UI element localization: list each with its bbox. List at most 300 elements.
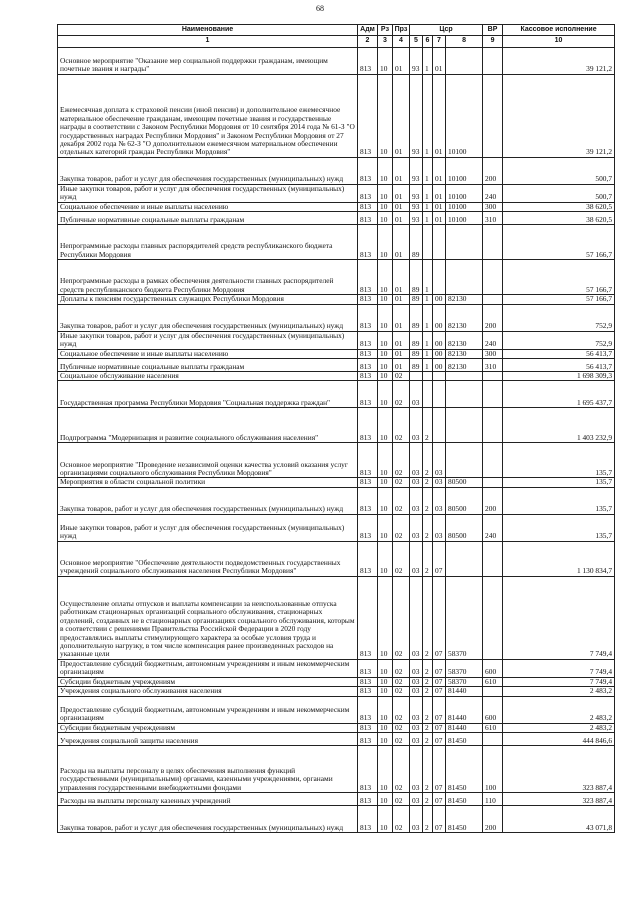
row-vr [483, 225, 503, 260]
row-rz: 10 [378, 733, 393, 746]
table-row [58, 295, 615, 304]
row-csr-event: 00 [433, 331, 446, 349]
row-csr-program: 93 [410, 212, 423, 225]
row-vr: 200 [483, 806, 503, 833]
table-row [58, 260, 615, 295]
row-prz: 02 [393, 487, 410, 514]
row-rz: 10 [378, 349, 393, 358]
table-row [58, 659, 615, 677]
row-prz: 02 [393, 659, 410, 677]
row-prz: 02 [393, 677, 410, 686]
column-number: 5 [410, 36, 423, 47]
row-rz: 10 [378, 793, 393, 806]
row-csr-event: 01 [433, 74, 446, 157]
row-vr: 310 [483, 212, 503, 225]
row-csr-program: 89 [410, 260, 423, 295]
row-name: Расходы на выплаты персоналу казенных учреждений [58, 793, 358, 806]
row-csr-event: 07 [433, 696, 446, 723]
row-amount: 1 698 309,3 [503, 372, 615, 381]
row-name: Публичные нормативные социальные выплаты гражданам [58, 359, 358, 372]
row-rz: 10 [378, 372, 393, 381]
row-name: Субсидии бюджетным учреждениям [58, 677, 358, 686]
row-csr-subprogram: 2 [423, 696, 433, 723]
column-number: 2 [358, 36, 378, 47]
row-csr-direction: 10100 [446, 212, 483, 225]
row-name: Мероприятия в области социальной политики [58, 478, 358, 487]
row-vr [483, 295, 503, 304]
row-rz: 10 [378, 331, 393, 349]
row-name: Основное мероприятие "Обеспечение деятельности подведомственных государственных учреждений социального обслуживания населения Республики Мордовия" [58, 541, 358, 576]
row-vr [483, 74, 503, 157]
row-amount: 57 166,7 [503, 295, 615, 304]
table-row [58, 225, 615, 260]
row-name: Предоставление субсидий бюджетным, автономным учреждениям и иным некоммерческим организациям [58, 659, 358, 677]
row-csr-program: 89 [410, 225, 423, 260]
row-prz: 01 [393, 304, 410, 331]
row-amount: 57 166,7 [503, 260, 615, 295]
row-vr: 200 [483, 487, 503, 514]
row-csr-event: 03 [433, 487, 446, 514]
table-row [58, 733, 615, 746]
row-vr [483, 687, 503, 696]
row-rz: 10 [378, 659, 393, 677]
row-csr-program: 03 [410, 443, 423, 478]
table-row [58, 443, 615, 478]
row-amount: 39 121,2 [503, 74, 615, 157]
row-prz: 02 [393, 541, 410, 576]
row-vr: 310 [483, 359, 503, 372]
row-name: Закупка товаров, работ и услуг для обеспечения государственных (муниципальных) нужд [58, 487, 358, 514]
row-csr-program: 03 [410, 478, 423, 487]
row-vr [483, 381, 503, 408]
row-prz: 01 [393, 212, 410, 225]
row-csr-direction: 80500 [446, 478, 483, 487]
row-prz: 01 [393, 331, 410, 349]
row-name: Социальное обслуживание населения [58, 372, 358, 381]
row-csr-subprogram: 2 [423, 541, 433, 576]
row-csr-subprogram: 2 [423, 408, 433, 443]
row-name: Основное мероприятие "Оказание мер социальной поддержки гражданам, имеющим почетные звания и награды" [58, 47, 358, 74]
row-csr-direction [446, 225, 483, 260]
row-name: Расходы на выплаты персоналу в целях обеспечения выполнения функций государственными (муниципальными) органами, казенными учреждениями, органами управления государственными внебюджетными фондами [58, 746, 358, 793]
row-adm: 813 [358, 443, 378, 478]
row-adm: 813 [358, 806, 378, 833]
row-csr-program: 03 [410, 381, 423, 408]
row-csr-program: 03 [410, 793, 423, 806]
column-number: 1 [58, 36, 358, 47]
row-name: Ежемесячная доплата к страховой пенсии (иной пенсии) и дополнительное ежемесячное материальное обеспечение гражданам, имеющим почетные звания и государственные награды в соответствии с Законом Республики Мордовия от 10 сентября 2014 года № 61-З "О государственных наградах Республики Мордовия" и Законом Республики Мордовия от 27 декабря 2002 года № 62-З "О дополнительном ежемесячном материальном обеспечении отдельных категорий граждан Республики Мордовия" [58, 74, 358, 157]
row-vr: 610 [483, 677, 503, 686]
row-csr-direction: 81440 [446, 696, 483, 723]
row-rz: 10 [378, 260, 393, 295]
header-adm: Адм [358, 25, 378, 36]
row-adm: 813 [358, 793, 378, 806]
row-csr-event: 00 [433, 349, 446, 358]
row-prz: 02 [393, 687, 410, 696]
row-adm: 813 [358, 677, 378, 686]
row-csr-program [410, 372, 423, 381]
row-csr-event: 07 [433, 677, 446, 686]
row-rz: 10 [378, 576, 393, 659]
header-row [58, 25, 615, 36]
row-csr-subprogram: 1 [423, 260, 433, 295]
row-csr-event: 03 [433, 478, 446, 487]
row-csr-direction [446, 408, 483, 443]
row-prz: 02 [393, 696, 410, 723]
row-csr-direction [446, 541, 483, 576]
row-rz: 10 [378, 443, 393, 478]
header-rz: Рз [378, 25, 393, 36]
column-number: 4 [393, 36, 410, 47]
row-csr-direction: 58370 [446, 659, 483, 677]
row-rz: 10 [378, 184, 393, 202]
row-rz: 10 [378, 687, 393, 696]
table-row [58, 687, 615, 696]
table-row [58, 349, 615, 358]
row-prz: 02 [393, 478, 410, 487]
row-prz: 02 [393, 381, 410, 408]
table-row [58, 331, 615, 349]
header-amount: Кассовое исполнение [503, 25, 615, 36]
row-rz: 10 [378, 47, 393, 74]
table-row [58, 157, 615, 184]
row-adm: 813 [358, 359, 378, 372]
row-rz: 10 [378, 806, 393, 833]
row-vr: 300 [483, 349, 503, 358]
table-row [58, 372, 615, 381]
row-csr-event: 00 [433, 295, 446, 304]
row-csr-event [433, 225, 446, 260]
row-csr-direction: 58370 [446, 576, 483, 659]
row-adm: 813 [358, 349, 378, 358]
row-csr-subprogram: 2 [423, 687, 433, 696]
row-amount: 39 121,2 [503, 47, 615, 74]
row-adm: 813 [358, 295, 378, 304]
row-rz: 10 [378, 295, 393, 304]
table-row [58, 806, 615, 833]
row-vr: 100 [483, 746, 503, 793]
row-adm: 813 [358, 723, 378, 732]
row-prz: 02 [393, 443, 410, 478]
row-rz: 10 [378, 202, 393, 211]
table-row [58, 74, 615, 157]
row-adm: 813 [358, 478, 378, 487]
row-csr-program: 93 [410, 184, 423, 202]
row-csr-event: 00 [433, 359, 446, 372]
row-vr [483, 260, 503, 295]
row-amount: 444 846,6 [503, 733, 615, 746]
row-amount: 323 887,4 [503, 746, 615, 793]
row-vr: 240 [483, 331, 503, 349]
row-csr-direction: 80500 [446, 487, 483, 514]
table-row [58, 746, 615, 793]
row-adm: 813 [358, 47, 378, 74]
row-csr-program: 03 [410, 733, 423, 746]
row-csr-program: 89 [410, 295, 423, 304]
row-csr-program: 03 [410, 677, 423, 686]
table-row [58, 359, 615, 372]
row-amount: 57 166,7 [503, 225, 615, 260]
row-name: Учреждения социального обслуживания населения [58, 687, 358, 696]
row-csr-event: 07 [433, 793, 446, 806]
row-vr [483, 576, 503, 659]
row-vr: 240 [483, 184, 503, 202]
row-csr-program: 93 [410, 74, 423, 157]
row-csr-event: 07 [433, 723, 446, 732]
row-name: Публичные нормативные социальные выплаты гражданам [58, 212, 358, 225]
row-amount: 752,9 [503, 331, 615, 349]
row-csr-direction [446, 260, 483, 295]
row-vr: 200 [483, 304, 503, 331]
row-csr-event: 07 [433, 576, 446, 659]
row-amount: 500,7 [503, 157, 615, 184]
row-csr-direction: 82130 [446, 331, 483, 349]
row-rz: 10 [378, 212, 393, 225]
row-name: Учреждения социальной защиты населения [58, 733, 358, 746]
row-csr-program: 89 [410, 359, 423, 372]
row-vr: 240 [483, 514, 503, 541]
row-rz: 10 [378, 514, 393, 541]
row-csr-program: 89 [410, 331, 423, 349]
row-rz: 10 [378, 408, 393, 443]
row-amount: 2 483,2 [503, 687, 615, 696]
row-amount: 2 483,2 [503, 723, 615, 732]
row-name: Непрограммные расходы главных распорядителей средств республиканского бюджета Республики Мордовия [58, 225, 358, 260]
row-rz: 10 [378, 157, 393, 184]
row-csr-direction [446, 47, 483, 74]
row-prz: 02 [393, 806, 410, 833]
row-vr: 110 [483, 793, 503, 806]
row-name: Закупка товаров, работ и услуг для обеспечения государственных (муниципальных) нужд [58, 157, 358, 184]
row-csr-program: 89 [410, 304, 423, 331]
row-name: Осуществление оплаты отпусков и выплаты компенсации за неиспользованные отпуска работникам стационарных организаций социального обслуживания, стационарных отделений, созданных не в стационарных организациях социального обслуживания, которым в соответствии с решениями Правительства Российской Федерации в 2020 году предоставлялись выплаты стимулирующего характера за особые условия труда и дополнительную нагрузку, в том числе компенсация ранее произведенных расходов на указанные цели [58, 576, 358, 659]
row-name: Государственная программа Республики Мордовия "Социальная поддержка граждан" [58, 381, 358, 408]
row-adm: 813 [358, 659, 378, 677]
row-csr-direction: 10100 [446, 74, 483, 157]
row-csr-event: 07 [433, 687, 446, 696]
row-prz: 01 [393, 184, 410, 202]
row-amount: 135,7 [503, 443, 615, 478]
row-csr-program: 93 [410, 47, 423, 74]
row-vr: 300 [483, 202, 503, 211]
row-csr-subprogram: 2 [423, 733, 433, 746]
row-prz: 01 [393, 295, 410, 304]
row-csr-subprogram: 2 [423, 659, 433, 677]
row-vr: 200 [483, 157, 503, 184]
row-csr-subprogram: 1 [423, 359, 433, 372]
page-number: 68 [316, 4, 324, 13]
column-number: 8 [446, 36, 483, 47]
row-csr-event: 01 [433, 184, 446, 202]
row-csr-event [433, 372, 446, 381]
header-csr: Цср [410, 25, 483, 36]
row-prz: 01 [393, 359, 410, 372]
row-csr-subprogram: 2 [423, 576, 433, 659]
row-csr-direction: 10100 [446, 202, 483, 211]
table-row [58, 212, 615, 225]
row-rz: 10 [378, 541, 393, 576]
row-csr-program: 03 [410, 514, 423, 541]
row-csr-subprogram: 2 [423, 806, 433, 833]
row-amount: 7 749,4 [503, 576, 615, 659]
row-csr-direction: 10100 [446, 184, 483, 202]
row-adm: 813 [358, 746, 378, 793]
row-csr-program: 93 [410, 202, 423, 211]
row-vr [483, 443, 503, 478]
row-rz: 10 [378, 746, 393, 793]
row-csr-program: 03 [410, 541, 423, 576]
row-name: Иные закупки товаров, работ и услуг для обеспечения государственных (муниципальных) нужд [58, 184, 358, 202]
row-rz: 10 [378, 696, 393, 723]
row-name: Доплаты к пенсиям государственных служащих Республики Мордовия [58, 295, 358, 304]
row-adm: 813 [358, 687, 378, 696]
row-amount: 38 620,5 [503, 212, 615, 225]
row-prz: 02 [393, 733, 410, 746]
row-adm: 813 [358, 202, 378, 211]
table-row [58, 793, 615, 806]
row-rz: 10 [378, 225, 393, 260]
column-number: 9 [483, 36, 503, 47]
row-csr-direction: 80500 [446, 514, 483, 541]
row-csr-program: 03 [410, 746, 423, 793]
row-csr-event: 01 [433, 47, 446, 74]
row-csr-subprogram: 2 [423, 443, 433, 478]
row-vr [483, 47, 503, 74]
row-csr-subprogram: 2 [423, 514, 433, 541]
header-name: Наименование [58, 25, 358, 36]
row-csr-event [433, 381, 446, 408]
row-vr [483, 733, 503, 746]
row-adm: 813 [358, 408, 378, 443]
row-name: Предоставление субсидий бюджетным, автономным учреждениям и иным некоммерческим организациям [58, 696, 358, 723]
row-name: Подпрограмма "Модернизация и развитие социального обслуживания населения" [58, 408, 358, 443]
row-csr-subprogram: 1 [423, 157, 433, 184]
table-row [58, 677, 615, 686]
row-adm: 813 [358, 260, 378, 295]
row-csr-event: 07 [433, 541, 446, 576]
row-name: Закупка товаров, работ и услуг для обеспечения государственных (муниципальных) нужд [58, 304, 358, 331]
row-name: Закупка товаров, работ и услуг для обеспечения государственных (муниципальных) нужд [58, 806, 358, 833]
row-csr-direction: 82130 [446, 359, 483, 372]
row-name: Социальное обеспечение и иные выплаты населению [58, 202, 358, 211]
row-prz: 01 [393, 225, 410, 260]
row-adm: 813 [358, 225, 378, 260]
table-row [58, 381, 615, 408]
row-adm: 813 [358, 733, 378, 746]
row-adm: 813 [358, 381, 378, 408]
row-name: Непрограммные расходы в рамках обеспечения деятельности главных распорядителей средств республиканского бюджета Республики Мордовия [58, 260, 358, 295]
row-csr-event: 07 [433, 806, 446, 833]
row-csr-program: 03 [410, 408, 423, 443]
row-csr-subprogram: 1 [423, 184, 433, 202]
row-csr-direction: 10100 [446, 157, 483, 184]
row-csr-program: 93 [410, 157, 423, 184]
row-csr-direction: 81440 [446, 687, 483, 696]
row-name: Иные закупки товаров, работ и услуг для обеспечения государственных (муниципальных) нужд [58, 514, 358, 541]
row-adm: 813 [358, 696, 378, 723]
row-rz: 10 [378, 359, 393, 372]
row-vr: 610 [483, 723, 503, 732]
row-csr-subprogram: 2 [423, 793, 433, 806]
column-number: 3 [378, 36, 393, 47]
row-csr-subprogram: 1 [423, 331, 433, 349]
row-amount: 1 695 437,7 [503, 381, 615, 408]
row-prz: 01 [393, 260, 410, 295]
row-vr [483, 541, 503, 576]
row-prz: 02 [393, 408, 410, 443]
row-csr-subprogram: 1 [423, 74, 433, 157]
row-csr-subprogram: 2 [423, 746, 433, 793]
row-amount: 752,9 [503, 304, 615, 331]
row-amount: 135,7 [503, 478, 615, 487]
row-prz: 02 [393, 793, 410, 806]
row-csr-event: 07 [433, 746, 446, 793]
row-adm: 813 [358, 576, 378, 659]
table-row [58, 723, 615, 732]
row-csr-subprogram [423, 372, 433, 381]
table-row [58, 304, 615, 331]
column-number: 6 [423, 36, 433, 47]
row-vr: 600 [483, 696, 503, 723]
row-vr [483, 372, 503, 381]
header-prz: Прз [393, 25, 410, 36]
row-amount: 500,7 [503, 184, 615, 202]
row-adm: 813 [358, 212, 378, 225]
row-csr-direction: 81450 [446, 793, 483, 806]
row-csr-event [433, 408, 446, 443]
column-number-row [58, 36, 615, 47]
row-rz: 10 [378, 723, 393, 732]
row-amount: 38 620,5 [503, 202, 615, 211]
row-name: Субсидии бюджетным учреждениям [58, 723, 358, 732]
row-amount: 2 483,2 [503, 696, 615, 723]
row-csr-subprogram: 2 [423, 677, 433, 686]
row-csr-program: 03 [410, 696, 423, 723]
row-prz: 02 [393, 372, 410, 381]
row-rz: 10 [378, 74, 393, 157]
row-prz: 01 [393, 74, 410, 157]
row-rz: 10 [378, 677, 393, 686]
row-csr-direction: 81450 [446, 806, 483, 833]
row-csr-program: 89 [410, 349, 423, 358]
row-adm: 813 [358, 74, 378, 157]
row-amount: 1 130 834,7 [503, 541, 615, 576]
row-csr-subprogram: 1 [423, 212, 433, 225]
row-prz: 02 [393, 723, 410, 732]
row-vr [483, 408, 503, 443]
table-row [58, 696, 615, 723]
table-row [58, 576, 615, 659]
row-vr: 600 [483, 659, 503, 677]
table-row [58, 541, 615, 576]
row-csr-direction: 81450 [446, 746, 483, 793]
row-rz: 10 [378, 487, 393, 514]
row-csr-program: 03 [410, 723, 423, 732]
row-rz: 10 [378, 381, 393, 408]
row-csr-program: 03 [410, 487, 423, 514]
row-csr-subprogram [423, 381, 433, 408]
row-prz: 01 [393, 47, 410, 74]
row-csr-program: 03 [410, 576, 423, 659]
row-csr-program: 03 [410, 687, 423, 696]
row-amount: 1 403 232,9 [503, 408, 615, 443]
row-csr-event: 00 [433, 304, 446, 331]
row-csr-subprogram: 2 [423, 723, 433, 732]
row-name: Основное мероприятие "Проведение независимой оценки качества условий оказания услуг организациями социального обслуживания Республики Мордовия" [58, 443, 358, 478]
row-name: Социальное обеспечение и иные выплаты населению [58, 349, 358, 358]
row-csr-direction [446, 381, 483, 408]
row-prz: 01 [393, 349, 410, 358]
